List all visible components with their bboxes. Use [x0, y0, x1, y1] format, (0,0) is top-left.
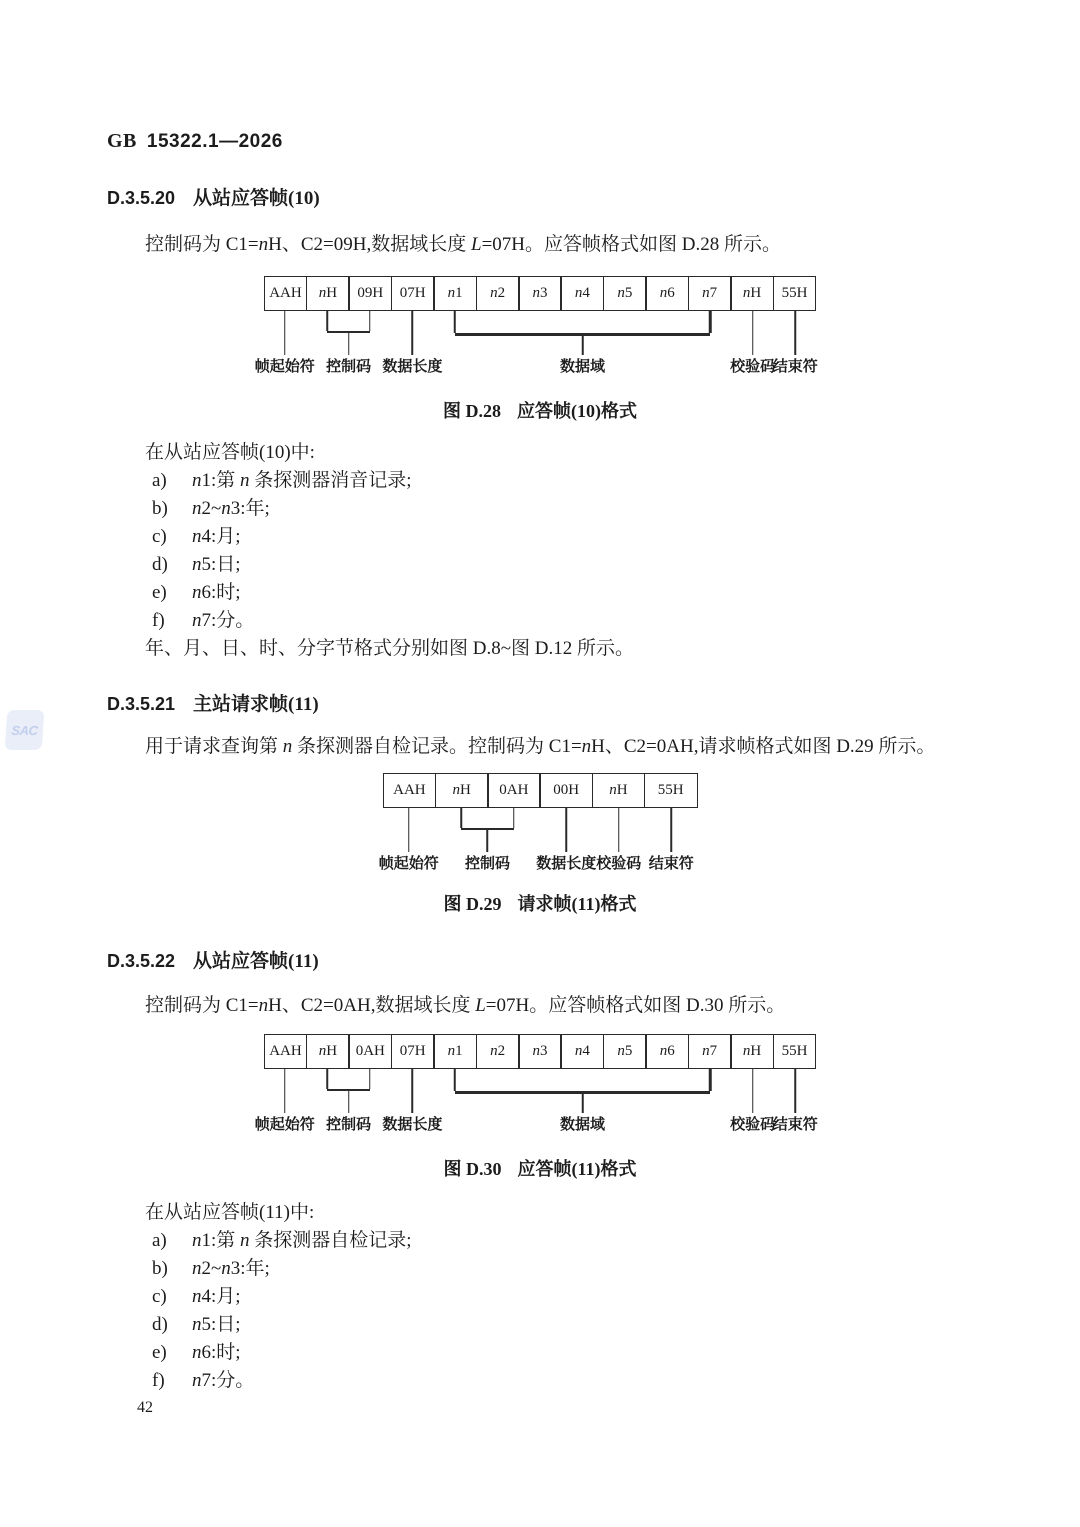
frame-cell: 00H [539, 773, 593, 808]
frame-field-label: 数据域 [560, 358, 606, 375]
section-heading-d3520 [107, 183, 973, 210]
frame-field-label: 校验码 [730, 1116, 776, 1133]
frame-field-label: 结束符 [648, 855, 694, 872]
figure-title: 应答帧(11)格式 [517, 1159, 637, 1179]
frame-cell: n2 [476, 276, 520, 311]
frame-field-label: 帧起始符 [378, 855, 439, 872]
connector-line [671, 808, 673, 852]
list-item-text: n5:日; [192, 554, 241, 575]
list-marker: a) [152, 470, 167, 491]
list-item-text: n6:时; [192, 582, 241, 603]
frame-cell: nH [730, 276, 774, 311]
frame-field-label: 校验码 [730, 358, 776, 375]
frame-cells [264, 1034, 817, 1069]
connector-line [794, 311, 796, 355]
frame-cell: n3 [518, 276, 562, 311]
section-heading-d3522 [107, 946, 973, 973]
frame-field-label: 结束符 [772, 358, 818, 375]
frame-cell: n5 [603, 276, 647, 311]
figure-title: 应答帧(10)格式 [517, 401, 637, 421]
connector-line [752, 1069, 754, 1113]
frame-field-label: 结束符 [772, 1116, 818, 1133]
frame-cell: n1 [433, 1034, 477, 1069]
list-item [152, 523, 973, 551]
note-byte-formats: 年、月、日、时、分字节格式分别如图 D.8~图 D.12 所示。 [145, 638, 634, 659]
list-item-text: n2~n3:年; [192, 498, 270, 519]
connector-line [408, 808, 410, 852]
connector-line [454, 1069, 457, 1091]
page-number: 42 [137, 1399, 153, 1416]
connector-line [565, 808, 567, 852]
list-item [152, 551, 973, 579]
connector-line [581, 333, 584, 355]
frame-diagram-d29 [378, 773, 698, 874]
frame-diagram-d28 [254, 276, 818, 377]
list-intro-d3520: 在从站应答帧(10)中: [145, 442, 315, 463]
list-marker: c) [152, 1286, 167, 1307]
frame-cell: 55H [773, 1034, 817, 1069]
list-item [152, 1283, 973, 1311]
connector-line [369, 311, 371, 331]
sac-watermark-logo: SAC [5, 710, 45, 750]
list-item-text: n1:第 n 条探测器消音记录; [192, 470, 412, 491]
section-number: D.3.5.20 [107, 188, 176, 208]
list-item [152, 1339, 973, 1367]
frame-cell: n6 [645, 276, 689, 311]
frame-cell: n1 [433, 276, 477, 311]
list-item [152, 467, 973, 495]
connector-line [618, 808, 620, 852]
byte-list-d3520 [152, 467, 973, 635]
frame-field-label: 数据长度 [382, 358, 443, 375]
list-item [152, 579, 973, 607]
frame-labels [254, 1113, 818, 1135]
list-intro-d3522: 在从站应答帧(11)中: [145, 1202, 315, 1223]
frame-connectors [264, 311, 817, 355]
list-item-text: n5:日; [192, 1314, 241, 1335]
connector-line [487, 828, 489, 852]
list-marker: e) [152, 1342, 167, 1363]
list-marker: c) [152, 526, 167, 547]
connector-line [709, 1069, 712, 1091]
frame-field-label: 数据域 [560, 1116, 606, 1133]
figure-caption-d28 [107, 397, 973, 423]
list-item [152, 1311, 973, 1339]
list-item-text: n2~n3:年; [192, 1258, 270, 1279]
connector-line [454, 311, 457, 333]
connector-line [348, 331, 350, 355]
figure-title: 请求帧(11)格式 [517, 894, 637, 914]
frame-cells [383, 773, 698, 808]
list-item-text: n1:第 n 条探测器自检记录; [192, 1230, 412, 1251]
list-item [152, 495, 973, 523]
connector-line [327, 311, 329, 331]
standard-number: 15322.1—2026 [146, 131, 283, 152]
frame-cell: 09H [348, 276, 392, 311]
connector-line [752, 311, 754, 355]
list-item [152, 1367, 973, 1395]
connector-line [513, 808, 515, 828]
connector-line [348, 1089, 350, 1113]
frame-cell: AAH [383, 773, 437, 808]
connector-line [327, 1069, 329, 1089]
byte-list-d3522 [152, 1227, 973, 1395]
paragraph-intro-d3522: 控制码为 C1=nH、C2=0AH,数据域长度 L=07H。应答帧格式如图 D.30 所示。 [145, 995, 786, 1016]
frame-cell: 55H [644, 773, 698, 808]
list-marker: f) [152, 1370, 165, 1391]
frame-connectors [264, 1069, 817, 1113]
document-header [107, 130, 973, 153]
frame-field-label: 控制码 [326, 1116, 372, 1133]
frame-labels [254, 355, 818, 377]
connector-line [284, 311, 286, 355]
frame-field-label: 控制码 [326, 358, 372, 375]
frame-cell: n6 [645, 1034, 689, 1069]
frame-field-label: 数据长度 [382, 1116, 443, 1133]
connector-line [461, 808, 463, 828]
section-title: 从站应答帧(10) [193, 188, 320, 209]
standard-code: GB [107, 130, 137, 152]
figure-caption-d29 [107, 890, 973, 916]
connector-line [412, 311, 414, 355]
frame-cell: n4 [560, 276, 604, 311]
paragraph-intro-d3520: 控制码为 C1=nH、C2=09H,数据域长度 L=07H。应答帧格式如图 D.28 所示。 [145, 234, 781, 255]
frame-cell: nH [435, 773, 489, 808]
frame-cell: n2 [476, 1034, 520, 1069]
paragraph-intro-d3521: 用于请求查询第 n 条探测器自检记录。控制码为 C1=nH、C2=0AH,请求帧格式如图 D.29 所示。 [145, 736, 936, 757]
section-number: D.3.5.22 [107, 951, 176, 971]
frame-cell: 0AH [487, 773, 541, 808]
section-number: D.3.5.21 [107, 694, 176, 714]
list-marker: e) [152, 582, 167, 603]
list-item-text: n7:分。 [192, 1370, 255, 1391]
frame-cell: 0AH [348, 1034, 392, 1069]
list-item-text: n7:分。 [192, 610, 255, 631]
frame-cell: n3 [518, 1034, 562, 1069]
frame-cell: n4 [560, 1034, 604, 1069]
figure-label: 图 D.29 [443, 894, 502, 914]
frame-cell: 07H [391, 1034, 435, 1069]
list-marker: a) [152, 1230, 167, 1251]
frame-cell: nH [306, 276, 350, 311]
frame-cells [264, 276, 817, 311]
list-item-text: n6:时; [192, 1342, 241, 1363]
list-item [152, 1255, 973, 1283]
figure-caption-d30 [107, 1155, 973, 1181]
list-item-text: n4:月; [192, 1286, 241, 1307]
frame-field-label: 帧起始符 [254, 1116, 315, 1133]
list-marker: d) [152, 1314, 168, 1335]
list-marker: b) [152, 498, 168, 519]
frame-field-label: 数据长度 [536, 855, 597, 872]
frame-cell: n7 [688, 1034, 732, 1069]
list-item [152, 1227, 973, 1255]
section-title: 主站请求帧(11) [193, 694, 319, 715]
frame-cell: 55H [773, 276, 817, 311]
figure-label: 图 D.28 [443, 401, 501, 421]
frame-labels [378, 852, 698, 874]
list-marker: b) [152, 1258, 168, 1279]
list-item-text: n4:月; [192, 526, 241, 547]
frame-cell: nH [730, 1034, 774, 1069]
connector-line [709, 311, 712, 333]
frame-cell: nH [592, 773, 646, 808]
list-item [152, 607, 973, 635]
frame-field-label: 校验码 [596, 855, 642, 872]
connector-line [794, 1069, 796, 1113]
frame-cell: AAH [264, 1034, 308, 1069]
section-title: 从站应答帧(11) [193, 951, 319, 972]
frame-connectors [383, 808, 698, 852]
frame-cell: n5 [603, 1034, 647, 1069]
frame-field-label: 控制码 [464, 855, 510, 872]
connector-line [284, 1069, 286, 1113]
frame-diagram-d30 [254, 1034, 818, 1135]
connector-line [412, 1069, 414, 1113]
list-marker: d) [152, 554, 168, 575]
frame-cell: 07H [391, 276, 435, 311]
frame-cell: nH [306, 1034, 350, 1069]
frame-field-label: 帧起始符 [254, 358, 315, 375]
connector-line [369, 1069, 371, 1089]
list-marker: f) [152, 610, 165, 631]
figure-label: 图 D.30 [443, 1159, 502, 1179]
connector-line [581, 1091, 584, 1113]
section-heading-d3521 [107, 689, 973, 716]
frame-cell: AAH [264, 276, 308, 311]
frame-cell: n7 [688, 276, 732, 311]
